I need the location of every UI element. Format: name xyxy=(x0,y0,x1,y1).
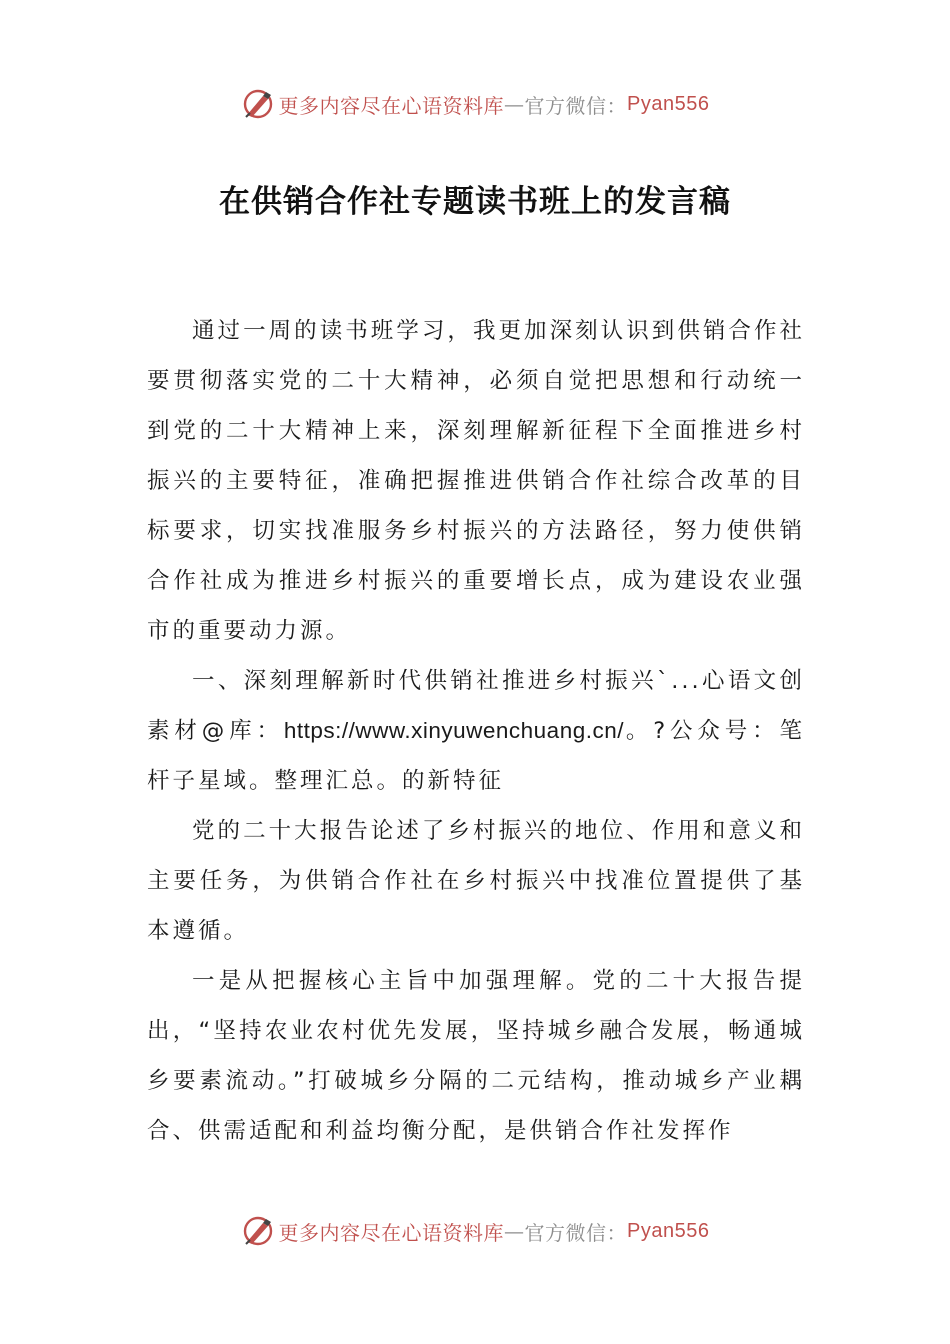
banner-dash: — xyxy=(504,92,525,116)
source-url: https://www.xinyuwenchuang.cn/ xyxy=(283,718,624,743)
banner-dash: — xyxy=(504,1219,525,1243)
paragraph-text-before: 一、深刻理解新时代供销社推进乡村振兴`...心语文创素材@库： xyxy=(147,668,805,744)
banner-wechat-id: Pyan556 xyxy=(627,1219,710,1242)
paragraph: 通过一周的读书班学习，我更加深刻认识到供销合作社要贯彻落实党的二十大精神，必须自觉把思想和行动统一到党的二十大精神上来，深刻理解新征程下全面推进乡村振兴的主要特征，准确把握推进供销合作社综合改革的目标要求，切实找准服务乡村振兴的方法路径，努力使供销合作社成为推进乡村振兴的重要增长点，成为建设农业强市的重要动力源。 xyxy=(147,318,805,644)
paragraph-section-heading xyxy=(147,656,805,806)
banner-wechat-label: 官方微信： xyxy=(524,1220,628,1245)
paragraph: 党的二十大报告论述了乡村振兴的地位、作用和意义和主要任务，为供销合作社在乡村振兴中找准位置提供了基本遵循。 xyxy=(147,818,805,944)
banner-text: 更多内容尽在心语资料库 xyxy=(278,93,505,118)
footer-banner xyxy=(0,1211,950,1251)
header-banner xyxy=(0,84,950,124)
banner-text: 更多内容尽在心语资料库 xyxy=(278,1220,505,1245)
pen-nib-logo-icon xyxy=(241,87,275,121)
paragraph: 一是从把握核心主旨中加强理解。党的二十大报告提出，“坚持农业农村优先发展，坚持城乡融合发展，畅通城乡要素流动。”打破城乡分隔的二元结构，推动城乡产业耦合、供需适配和利益均衡分配，是供销合作社发挥作 xyxy=(147,968,805,1144)
banner-wechat-label: 官方微信： xyxy=(524,93,628,118)
pen-nib-logo-icon xyxy=(241,1214,275,1248)
document-body xyxy=(147,306,805,1156)
banner-wechat-id: Pyan556 xyxy=(627,92,710,115)
document-title: 在供销合作社专题读书班上的发言稿 xyxy=(219,184,731,220)
paragraph-text-after: 。?公众号：笔杆子星域。整理汇总。的新特征 xyxy=(147,718,805,794)
